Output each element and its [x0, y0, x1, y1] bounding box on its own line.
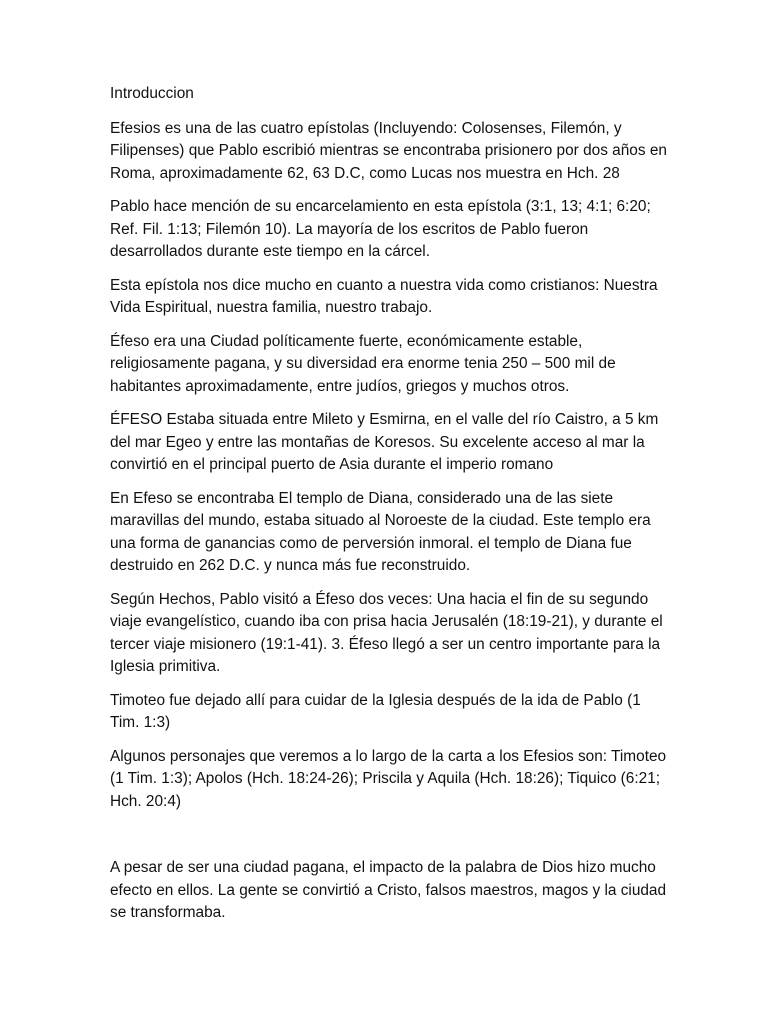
document-heading: Introduccion — [110, 85, 194, 102]
paragraph-efeso-ubicacion: ÉFESO Estaba situada entre Mileto y Esmirna, en el valle del río Caistro, a 5 km del mar Egeo y entre las montañas de Koresos. Su excelente acceso al mar la convirtió en el principal puerto de Asia durante el imperio romano — [110, 411, 659, 473]
paragraph-visitas-pablo: Según Hechos, Pablo visitó a Éfeso dos veces: Una hacia el fin de su segundo viaje evangelístico, cuando iba con prisa hacia Jerusalén (18:19-21), y durante el tercer viaje misionero (19:1-41). 3. Éfeso llegó a ser un centro importante para la Iglesia primitiva. — [110, 590, 663, 675]
paragraph-personajes: Algunos personajes que veremos a lo largo de la carta a los Efesios son: Timoteo (1 Tim. 1:3); Apolos (Hch. 18:24-26); Priscila y Aquila (Hch. 18:26); Tiquico (6:21; Hch. 20:4) — [110, 747, 667, 810]
blank-line — [110, 824, 668, 857]
paragraph-efesios-intro: Efesios es una de las cuatro epístolas (Incluyendo: Colosenses, Filemón, y Filipenses) que Pablo escribió mientras se encontraba prisionero por dos años en Roma, aproximadamente 62, 63 D.C, como Lucas nos muestra en Hch. 28 — [110, 119, 667, 182]
paragraph-vida-cristiana: Esta epístola nos dice mucho en cuanto a nuestra vida como cristianos: Nuestra Vida Espiritual, nuestra familia, nuestro trabajo. — [110, 276, 658, 316]
paragraph-closing: A pesar de ser una ciudad pagana, el impacto de la palabra de Dios hizo mucho efecto en ellos. La gente se convirtió a Cristo, falsos maestros, magos y la ciudad se transformaba. — [110, 859, 667, 921]
paragraph-timoteo: Timoteo fue dejado allí para cuidar de la Iglesia después de la ida de Pablo (1 Tim. 1:3) — [110, 691, 641, 731]
paragraph-encarcelamiento: Pablo hace mención de su encarcelamiento en esta epístola (3:1, 13; 4:1; 6:20; Ref. Fil. 1:13; Filemón 10). La mayoría de los escritos de Pablo fueron desarrollados durante este tiempo en la cárcel. — [110, 198, 651, 260]
paragraph-efeso-ciudad: Éfeso era una Ciudad políticamente fuerte, económicamente estable, religiosamente pagana, y su diversidad era enorme tenia 250 – 500 mil de habitantes aproximadamente, entre judíos, griegos y muchos otros. — [110, 332, 616, 395]
paragraph-templo-diana: En Efeso se encontraba El templo de Diana, considerado una de las siete maravillas del mundo, estaba situado al Noroeste de la ciudad. Este templo era una forma de ganancias como de perversión inmoral. el templo de Diana fue destruido en 262 D.C. y nunca más fue reconstruido. — [110, 489, 651, 574]
